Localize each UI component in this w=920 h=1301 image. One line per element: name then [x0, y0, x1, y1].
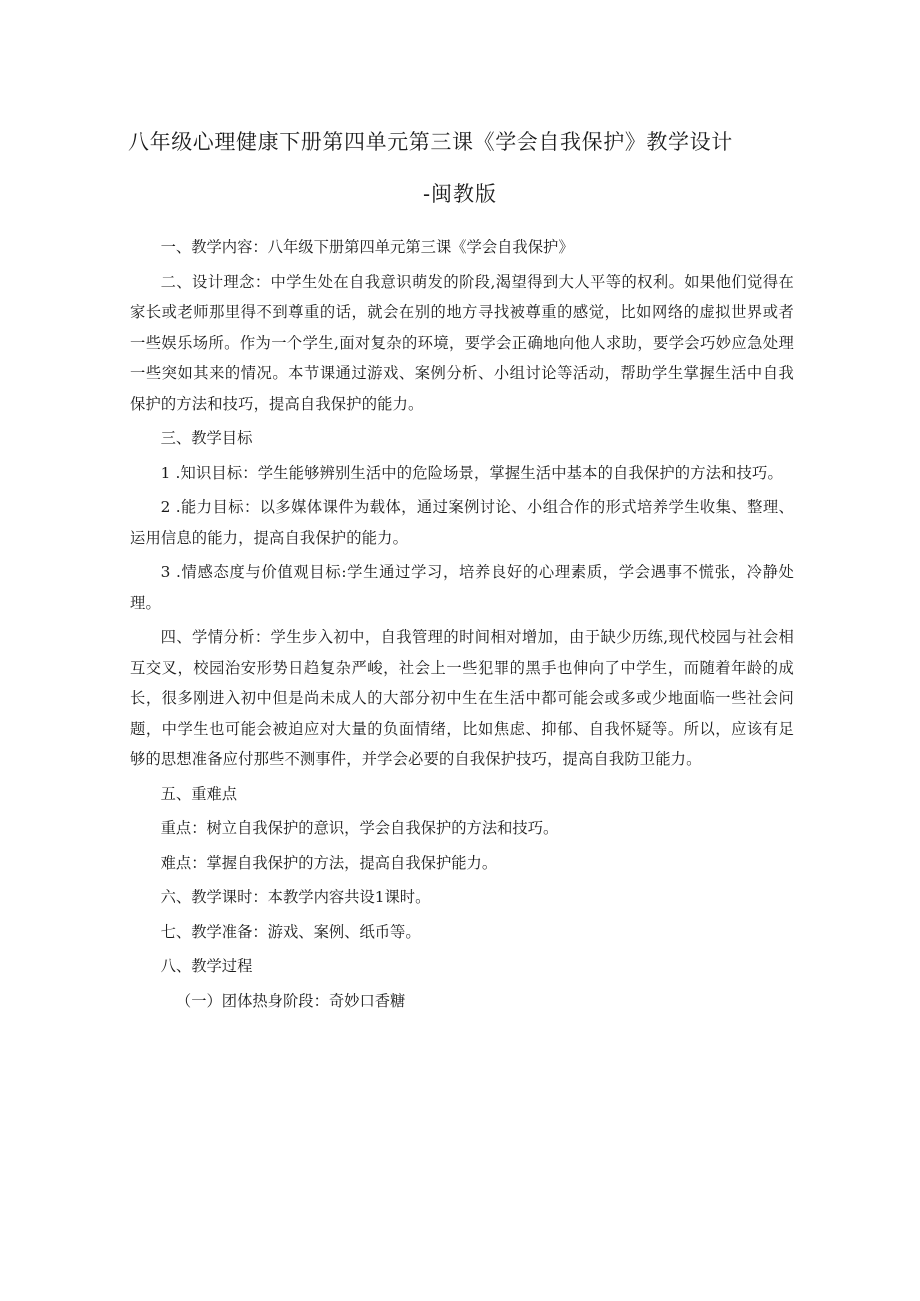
section-teaching-content: 一、教学内容：八年级下册第四单元第三课《学会自我保护》: [160, 238, 574, 256]
section-class-hours: 六、教学课时：本教学内容共设1课时。: [160, 888, 431, 906]
goal-knowledge: 1 .知识目标：学生能够辨别生活中的危险场景，掌握生活中基本的自我保护的方法和技巧。: [160, 463, 783, 482]
document-title: 八年级心理健康下册第四单元第三课《学会自我保护》教学设计: [128, 130, 733, 154]
section-teaching-process-heading: 八、教学过程: [160, 957, 253, 975]
goal-emotion-values: 3 .情感态度与价值观目标:学生通过学习，培养良好的心理素质，学会遇事不慌张，冷静处理。: [130, 563, 794, 612]
document-subtitle: -闽教版: [422, 182, 498, 206]
difficult-point: 难点：掌握自我保护的方法，提高自我保护能力。: [160, 853, 498, 872]
section-teaching-goals-heading: 三、教学目标: [160, 429, 253, 447]
section-design-concept: 二、设计理念：中学生处在自我意识萌发的阶段,渴望得到大人平等的权利。如果他们觉得在家长或老师那里得不到尊重的话，就会在别的地方寻找被尊重的感觉，比如网络的虚拟世界或者一些娱乐场所。作为一个学生,面对复杂的环境，要学会正确地向他人求助，要学会巧妙应急处理一些突如其来的情况。本节课通过游戏、案例分析、小组讨论等活动，帮助学生掌握生活中自我保护的方法和技巧，提高自我保护的能力。: [130, 272, 794, 413]
key-point: 重点：树立自我保护的意识，学会自我保护的方法和技巧。: [160, 819, 559, 837]
section-preparation: 七、教学准备：游戏、案例、纸币等。: [160, 922, 421, 941]
process-step-warmup: （一）团体热身阶段：奇妙口香糖: [175, 991, 406, 1010]
section-learner-analysis: 四、学情分析：学生步入初中，自我管理的时间相对增加，由于缺少历练,现代校园与社会相互交叉，校园治安形势日趋复杂严峻，社会上一些犯罪的黑手也伸向了中学生，而随着年龄的成长，很多刚进入初中但是尚未成人的大部分初中生在生活中都可能会或多或少地面临一些社会问题，中学生也可能会被迫应对大量的负面情绪，比如焦虑、抑郁、自我怀疑等。所以，应该有足够的思想准备应付那些不测事件，并学会必要的自我保护技巧，提高自我防卫能力。: [130, 628, 794, 768]
document-body: [130, 232, 794, 1020]
section-key-difficult-points-heading: 五、重难点: [160, 784, 238, 803]
goal-ability: 2 .能力目标：以多媒体课件为载体，通过案例讨论、小组合作的形式培养学生收集、整理、运用信息的能力，提高自我保护的能力。: [130, 498, 794, 547]
